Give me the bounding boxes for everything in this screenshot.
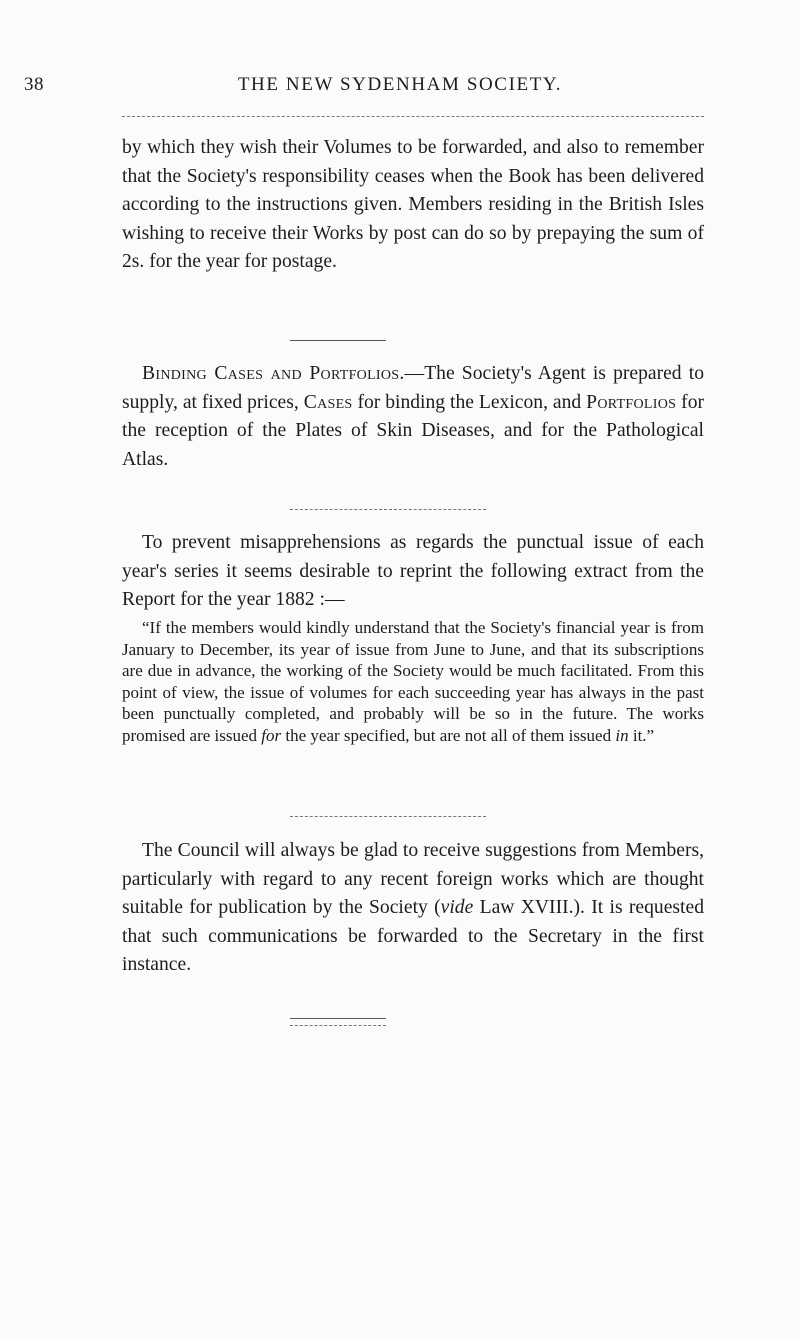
quote-in: in	[615, 725, 629, 745]
binding-middle: for binding the Lexicon, and	[352, 391, 587, 413]
binding-intro: —The Society's Agent is prepared to supply, at fixed prices,	[122, 363, 704, 413]
closing-rule	[290, 1025, 386, 1026]
quote-closing: it.”	[628, 725, 655, 745]
portfolios-term: Portfolios	[586, 391, 677, 413]
report-quote	[122, 617, 704, 747]
section-divider	[290, 340, 386, 341]
council-paragraph	[122, 837, 704, 980]
postage-text: by which they wish their Volumes to be forwarded, and also to remember that the Society's responsibility ceases when the Book has been delivered according to the instructions given. Members residing in the British Isles wishing to receive their Works by post can do so by prepaying the sum of 2s. for the year for postage.	[122, 137, 704, 273]
section-divider	[290, 509, 486, 510]
running-title: THE NEW SYDENHAM SOCIETY.	[237, 74, 563, 95]
quote-main: “If the members would kindly understand that the Society's financial year is from January to December, its year of issue from June to June, and that its subscriptions are due in advance, the working of the Society would be much facilitated. From this point of view, the issue of volumes for each succeeding year has always in the past been punctually completed, and probably will be so in the future. The works promised are issued	[122, 618, 704, 745]
quote-for: for	[261, 725, 282, 745]
quote-after-for: the year specified, but are not all of them issued	[281, 725, 616, 745]
header-rule	[122, 116, 704, 117]
issue-paragraph	[122, 529, 704, 615]
binding-heading: Binding Cases and Portfolios.	[142, 363, 405, 384]
council-after-vide: Law XVIII.). It is requested that such communications be forwarded to the Secretary in the first instance.	[122, 897, 704, 976]
closing-rule	[290, 1018, 386, 1019]
postage-paragraph	[122, 134, 704, 277]
cases-term: Cases	[303, 391, 353, 413]
council-before-vide: The Council will always be glad to receive suggestions from Members, particularly with regard to any recent foreign works which are thought suitable for publication by the Society (	[122, 840, 704, 919]
section-divider	[290, 816, 486, 817]
issue-text: To prevent misapprehensions as regards the punctual issue of each year's series it seems desirable to reprint the following extract from the Report for the year 1882 :—	[122, 532, 704, 611]
vide-word: vide	[440, 897, 474, 919]
binding-paragraph	[122, 360, 704, 474]
page-number: 38	[24, 74, 44, 95]
binding-end: for the reception of the Plates of Skin Diseases, and for the Pathological Atlas.	[122, 391, 705, 470]
